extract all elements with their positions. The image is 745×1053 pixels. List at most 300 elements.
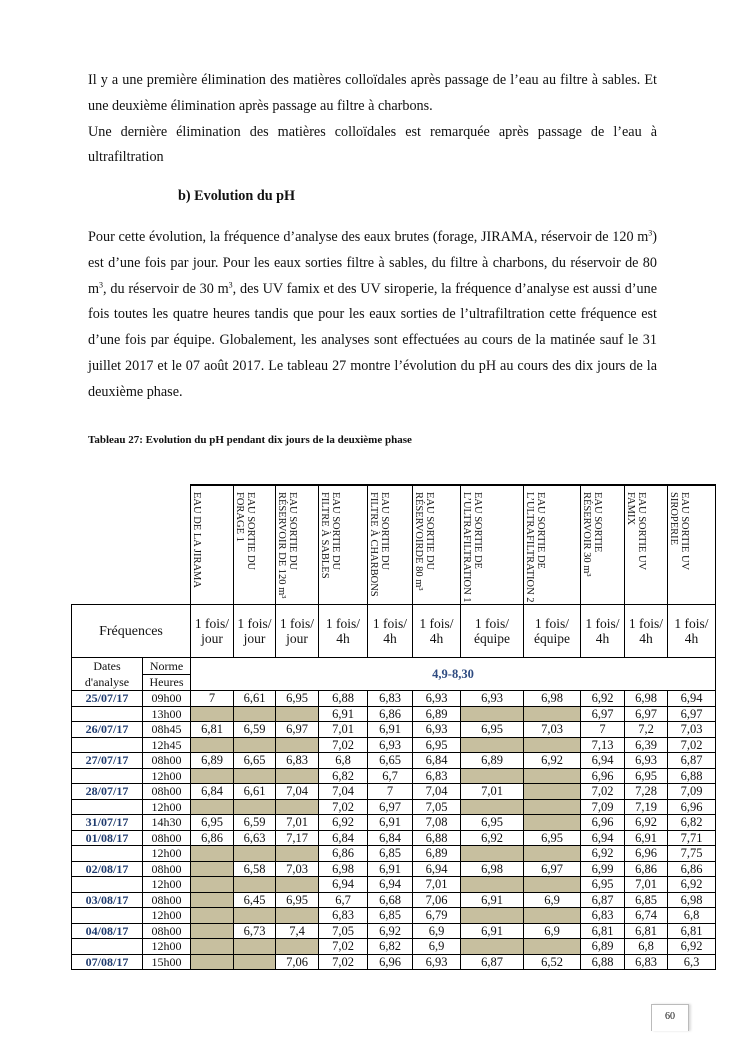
ph-value-cell: 7,01 bbox=[319, 722, 368, 738]
date-cell bbox=[72, 799, 143, 815]
ph-value-cell: 6,92 bbox=[319, 815, 368, 831]
ph-value-cell: 6,83 bbox=[276, 753, 319, 769]
ph-value-cell: 6,3 bbox=[668, 954, 716, 970]
empty-cell bbox=[191, 939, 234, 955]
ph-value-cell: 6,88 bbox=[319, 691, 368, 707]
ph-value-cell: 6,94 bbox=[368, 877, 413, 893]
empty-cell bbox=[524, 737, 581, 753]
column-header-label: EAU SORTIE RÉSERVOIR 30 m³ bbox=[581, 492, 603, 577]
ph-value-cell: 6,81 bbox=[668, 923, 716, 939]
ph-value-cell: 6,92 bbox=[581, 846, 625, 862]
ph-value-cell: 6,95 bbox=[625, 768, 668, 784]
table-row bbox=[72, 846, 716, 862]
table-row bbox=[72, 954, 716, 970]
table-row bbox=[72, 799, 716, 815]
date-cell: 02/08/17 bbox=[72, 861, 143, 877]
table-row bbox=[72, 768, 716, 784]
ph-value-cell: 6,83 bbox=[413, 768, 461, 784]
frequency-cell: 1 fois/ jour bbox=[234, 605, 276, 658]
ph-value-cell: 6,7 bbox=[319, 892, 368, 908]
ph-value-cell: 6,89 bbox=[461, 753, 524, 769]
superscript: 3 bbox=[99, 279, 104, 289]
ph-value-cell: 6,94 bbox=[581, 830, 625, 846]
ph-value-cell: 6,95 bbox=[461, 722, 524, 738]
empty-cell bbox=[234, 954, 276, 970]
ph-value-cell: 7,75 bbox=[668, 846, 716, 862]
ph-value-cell: 6,86 bbox=[668, 861, 716, 877]
column-header bbox=[191, 485, 234, 605]
table-row bbox=[72, 877, 716, 893]
ph-value-cell: 6,8 bbox=[625, 939, 668, 955]
empty-cell bbox=[276, 877, 319, 893]
ph-value-cell: 6,86 bbox=[625, 861, 668, 877]
frequency-cell: 1 fois/ 4h bbox=[581, 605, 625, 658]
hour-cell: 08h00 bbox=[143, 753, 191, 769]
hour-cell: 15h00 bbox=[143, 954, 191, 970]
ph-value-cell: 7,17 bbox=[276, 830, 319, 846]
table-caption: Tableau 27: Evolution du pH pendant dix jours de la deuxième phase bbox=[88, 434, 412, 446]
ph-value-cell: 6,87 bbox=[581, 892, 625, 908]
empty-cell bbox=[276, 799, 319, 815]
empty-cell bbox=[191, 892, 234, 908]
intro-line-2: Une dernière élimination des matières colloïdales est remarquée après passage de l’eau à ultrafiltration bbox=[88, 123, 657, 166]
ph-value-cell: 6,93 bbox=[413, 954, 461, 970]
empty-cell bbox=[524, 706, 581, 722]
ph-value-cell: 6,88 bbox=[581, 954, 625, 970]
empty-cell bbox=[234, 799, 276, 815]
empty-cell bbox=[191, 737, 234, 753]
ph-value-cell: 6,58 bbox=[234, 861, 276, 877]
hour-cell: 08h00 bbox=[143, 923, 191, 939]
frequency-cell: 1 fois/ jour bbox=[276, 605, 319, 658]
ph-value-cell: 7,71 bbox=[668, 830, 716, 846]
frequency-cell: 1 fois/ jour bbox=[191, 605, 234, 658]
empty-cell bbox=[524, 908, 581, 924]
column-header-label: EAU DE LA JIRAMA bbox=[191, 492, 202, 588]
ph-value-cell: 6,83 bbox=[581, 908, 625, 924]
empty-cell bbox=[191, 706, 234, 722]
norme-value: 4,9-8,30 bbox=[191, 658, 716, 691]
ph-value-cell: 7,03 bbox=[524, 722, 581, 738]
ph-value-cell: 6,98 bbox=[461, 861, 524, 877]
frequency-cell: 1 fois/ équipe bbox=[461, 605, 524, 658]
column-header bbox=[625, 485, 668, 605]
hour-cell: 12h00 bbox=[143, 908, 191, 924]
ph-value-cell: 7,06 bbox=[276, 954, 319, 970]
ph-value-cell: 6,91 bbox=[368, 815, 413, 831]
column-header-label: EAU SORTIE DE L’ULTRAFILTRATION 1 bbox=[461, 492, 483, 603]
ph-value-cell: 6,97 bbox=[368, 799, 413, 815]
hour-cell: 08h45 bbox=[143, 722, 191, 738]
table-row bbox=[72, 908, 716, 924]
ph-value-cell: 7,02 bbox=[319, 954, 368, 970]
table-row bbox=[72, 815, 716, 831]
date-cell bbox=[72, 846, 143, 862]
column-header-label: EAU SORTIE DE L’ULTRAFILTRATION 2 bbox=[524, 492, 546, 603]
column-header bbox=[581, 485, 625, 605]
empty-cell bbox=[191, 923, 234, 939]
ph-value-cell: 6,91 bbox=[461, 892, 524, 908]
ph-value-cell: 7 bbox=[368, 784, 413, 800]
empty-cell bbox=[234, 768, 276, 784]
ph-value-cell: 6,7 bbox=[368, 768, 413, 784]
ph-value-cell: 6,59 bbox=[234, 815, 276, 831]
ph-value-cell: 6,81 bbox=[625, 923, 668, 939]
empty-cell bbox=[234, 877, 276, 893]
ph-value-cell: 6,94 bbox=[581, 753, 625, 769]
ph-value-cell: 6,91 bbox=[625, 830, 668, 846]
ph-value-cell: 7,02 bbox=[319, 939, 368, 955]
ph-value-cell: 6,98 bbox=[319, 861, 368, 877]
date-cell bbox=[72, 939, 143, 955]
ph-value-cell: 7,09 bbox=[668, 784, 716, 800]
intro-line-1: Il y a une première élimination des matières colloïdales après passage de l’eau au filtre à sables. Et une deuxième élimination après passage au filtre à charbons. bbox=[88, 72, 657, 114]
empty-cell bbox=[234, 939, 276, 955]
date-cell bbox=[72, 877, 143, 893]
column-header-label: EAU SORTIE DU FILTRE À CHARBONS bbox=[368, 492, 390, 597]
ph-value-cell: 7,02 bbox=[319, 799, 368, 815]
hour-cell: 12h00 bbox=[143, 877, 191, 893]
ph-value-cell: 6,95 bbox=[461, 815, 524, 831]
ph-value-cell: 6,81 bbox=[191, 722, 234, 738]
ph-value-cell: 6,94 bbox=[668, 691, 716, 707]
empty-cell bbox=[524, 846, 581, 862]
date-cell bbox=[72, 706, 143, 722]
column-header-label: EAU SORTIE DU RÉSERVOIRDE 80 m³ bbox=[413, 492, 435, 591]
table-row bbox=[72, 753, 716, 769]
ph-value-cell: 7,4 bbox=[276, 923, 319, 939]
ph-value-cell: 7,09 bbox=[581, 799, 625, 815]
ph-value-cell: 6,93 bbox=[461, 691, 524, 707]
ph-value-cell: 7,02 bbox=[581, 784, 625, 800]
ph-value-cell: 6,96 bbox=[668, 799, 716, 815]
empty-cell bbox=[461, 737, 524, 753]
ph-value-cell: 6,87 bbox=[668, 753, 716, 769]
ph-value-cell: 6,84 bbox=[413, 753, 461, 769]
date-cell: 07/08/17 bbox=[72, 954, 143, 970]
date-cell: 27/07/17 bbox=[72, 753, 143, 769]
superscript: 3 bbox=[228, 279, 233, 289]
hour-cell: 12h00 bbox=[143, 768, 191, 784]
empty-cell bbox=[234, 737, 276, 753]
ph-value-cell: 7 bbox=[581, 722, 625, 738]
empty-cell bbox=[191, 861, 234, 877]
date-cell bbox=[72, 768, 143, 784]
ph-value-cell: 6,95 bbox=[524, 830, 581, 846]
ph-value-cell: 6,98 bbox=[524, 691, 581, 707]
ph-table bbox=[71, 484, 716, 970]
table-row bbox=[72, 784, 716, 800]
empty-cell bbox=[461, 908, 524, 924]
empty-cell bbox=[191, 768, 234, 784]
table-row bbox=[72, 706, 716, 722]
column-header bbox=[276, 485, 319, 605]
empty-cell bbox=[276, 768, 319, 784]
empty-cell bbox=[234, 908, 276, 924]
section-heading: b) Evolution du pH bbox=[178, 188, 296, 204]
column-header bbox=[319, 485, 368, 605]
ph-value-cell: 6,52 bbox=[524, 954, 581, 970]
ph-value-cell: 6,93 bbox=[413, 722, 461, 738]
ph-value-cell: 6,96 bbox=[625, 846, 668, 862]
ph-value-cell: 6,84 bbox=[191, 784, 234, 800]
column-header bbox=[413, 485, 461, 605]
frequency-cell: 1 fois/ 4h bbox=[668, 605, 716, 658]
ph-value-cell: 6,82 bbox=[368, 939, 413, 955]
ph-value-cell: 7 bbox=[191, 691, 234, 707]
ph-value-cell: 6,9 bbox=[524, 892, 581, 908]
ph-value-cell: 6,96 bbox=[368, 954, 413, 970]
date-cell: 01/08/17 bbox=[72, 830, 143, 846]
ph-value-cell: 6,88 bbox=[668, 768, 716, 784]
frequency-cell: 1 fois/ 4h bbox=[319, 605, 368, 658]
dates-label: Dates d'analyse bbox=[72, 658, 143, 691]
empty-cell bbox=[191, 908, 234, 924]
date-cell bbox=[72, 908, 143, 924]
empty-cell bbox=[461, 799, 524, 815]
column-header bbox=[234, 485, 276, 605]
empty-cell bbox=[276, 939, 319, 955]
table-row bbox=[72, 830, 716, 846]
hour-cell: 13h00 bbox=[143, 706, 191, 722]
ph-value-cell: 7,04 bbox=[319, 784, 368, 800]
frequency-cell: 1 fois/ 4h bbox=[625, 605, 668, 658]
ph-value-cell: 6,81 bbox=[581, 923, 625, 939]
ph-value-cell: 6,98 bbox=[668, 892, 716, 908]
ph-value-cell: 6,45 bbox=[234, 892, 276, 908]
ph-value-cell: 6,91 bbox=[368, 722, 413, 738]
text-segment: , des UV famix et des UV siroperie, la fréquence d’analyse est aussi d’une fois toutes les quatre heures tandis que pour les eaux sorties de l’ultrafiltration cette fréquence est d’une fois par équipe. Globalement, les analyses sont effectuées au cours de la matinée sauf le 31 juillet 2017 et le 07 août 2017. Le tableau 27 montre l’évolution du pH au cours des dix jours de la deuxième phase. bbox=[88, 280, 657, 400]
empty-corner bbox=[72, 485, 191, 605]
empty-cell bbox=[191, 846, 234, 862]
ph-value-cell: 6,65 bbox=[368, 753, 413, 769]
ph-value-cell: 6,96 bbox=[581, 815, 625, 831]
ph-value-cell: 7,02 bbox=[668, 737, 716, 753]
ph-value-cell: 6,92 bbox=[368, 923, 413, 939]
ph-value-cell: 6,74 bbox=[625, 908, 668, 924]
ph-value-cell: 6,97 bbox=[668, 706, 716, 722]
ph-value-cell: 7,08 bbox=[413, 815, 461, 831]
ph-value-cell: 6,65 bbox=[234, 753, 276, 769]
ph-value-cell: 6,88 bbox=[413, 830, 461, 846]
norme-label: Norme bbox=[143, 658, 191, 675]
ph-value-cell: 6,87 bbox=[461, 954, 524, 970]
empty-cell bbox=[461, 939, 524, 955]
date-cell: 25/07/17 bbox=[72, 691, 143, 707]
ph-value-cell: 6,94 bbox=[319, 877, 368, 893]
hour-cell: 12h00 bbox=[143, 799, 191, 815]
ph-value-cell: 6,97 bbox=[625, 706, 668, 722]
ph-value-cell: 6,91 bbox=[319, 706, 368, 722]
ph-value-cell: 7,2 bbox=[625, 722, 668, 738]
frequency-cell: 1 fois/ équipe bbox=[524, 605, 581, 658]
hour-cell: 08h00 bbox=[143, 784, 191, 800]
table-row bbox=[72, 737, 716, 753]
ph-value-cell: 6,99 bbox=[581, 861, 625, 877]
ph-value-cell: 6,93 bbox=[368, 737, 413, 753]
ph-value-cell: 6,92 bbox=[581, 691, 625, 707]
ph-value-cell: 6,86 bbox=[319, 846, 368, 862]
ph-value-cell: 7,01 bbox=[413, 877, 461, 893]
ph-value-cell: 7,01 bbox=[276, 815, 319, 831]
intro-paragraph bbox=[88, 68, 657, 171]
empty-cell bbox=[234, 706, 276, 722]
ph-value-cell: 6,96 bbox=[581, 768, 625, 784]
ph-value-cell: 7,13 bbox=[581, 737, 625, 753]
ph-value-cell: 7,01 bbox=[461, 784, 524, 800]
ph-value-cell: 6,82 bbox=[319, 768, 368, 784]
hour-cell: 12h00 bbox=[143, 939, 191, 955]
frequency-label: Fréquences bbox=[72, 605, 191, 658]
ph-value-cell: 6,83 bbox=[319, 908, 368, 924]
ph-value-cell: 7,02 bbox=[319, 737, 368, 753]
ph-value-cell: 6,73 bbox=[234, 923, 276, 939]
ph-value-cell: 6,89 bbox=[413, 706, 461, 722]
ph-value-cell: 6,95 bbox=[581, 877, 625, 893]
ph-value-cell: 6,92 bbox=[668, 877, 716, 893]
hour-cell: 09h00 bbox=[143, 691, 191, 707]
ph-value-cell: 6,9 bbox=[413, 939, 461, 955]
ph-value-cell: 6,84 bbox=[319, 830, 368, 846]
ph-value-cell: 7,05 bbox=[319, 923, 368, 939]
empty-cell bbox=[524, 877, 581, 893]
text-segment: ) est d’une fois par jour. Pour les eaux sorties filtre à sables, du filtre à charbons, du réservoir de 80 m bbox=[88, 229, 657, 297]
table-row bbox=[72, 691, 716, 707]
ph-value-cell: 6,92 bbox=[524, 753, 581, 769]
ph-value-cell: 6,89 bbox=[581, 939, 625, 955]
ph-value-cell: 6,8 bbox=[319, 753, 368, 769]
ph-value-cell: 6,91 bbox=[461, 923, 524, 939]
ph-paragraph bbox=[88, 225, 657, 406]
empty-cell bbox=[524, 799, 581, 815]
ph-value-cell: 6,95 bbox=[413, 737, 461, 753]
ph-value-cell: 6,89 bbox=[191, 753, 234, 769]
table-row bbox=[72, 923, 716, 939]
ph-value-cell: 6,92 bbox=[461, 830, 524, 846]
ph-value-cell: 6,93 bbox=[413, 691, 461, 707]
empty-cell bbox=[461, 846, 524, 862]
ph-value-cell: 6,98 bbox=[625, 691, 668, 707]
frequency-cell: 1 fois/ 4h bbox=[413, 605, 461, 658]
empty-cell bbox=[461, 877, 524, 893]
ph-value-cell: 7,19 bbox=[625, 799, 668, 815]
ph-value-cell: 6,39 bbox=[625, 737, 668, 753]
empty-cell bbox=[276, 706, 319, 722]
ph-value-cell: 6,95 bbox=[191, 815, 234, 831]
heures-label: Heures bbox=[143, 674, 191, 691]
empty-cell bbox=[524, 815, 581, 831]
empty-cell bbox=[524, 939, 581, 955]
empty-cell bbox=[524, 784, 581, 800]
ph-value-cell: 6,85 bbox=[368, 846, 413, 862]
norme-row bbox=[72, 658, 716, 675]
column-header-row bbox=[72, 485, 716, 605]
ph-value-cell: 6,92 bbox=[625, 815, 668, 831]
ph-value-cell: 7,03 bbox=[668, 722, 716, 738]
hour-cell: 08h00 bbox=[143, 861, 191, 877]
table-row bbox=[72, 861, 716, 877]
frequency-row bbox=[72, 605, 716, 658]
ph-value-cell: 6,82 bbox=[668, 815, 716, 831]
ph-value-cell: 6,9 bbox=[524, 923, 581, 939]
ph-value-cell: 7,04 bbox=[413, 784, 461, 800]
column-header bbox=[524, 485, 581, 605]
superscript: 3 bbox=[648, 228, 653, 238]
date-cell: 04/08/17 bbox=[72, 923, 143, 939]
ph-value-cell: 6,61 bbox=[234, 691, 276, 707]
ph-value-cell: 6,97 bbox=[524, 861, 581, 877]
ph-value-cell: 6,85 bbox=[625, 892, 668, 908]
column-header bbox=[668, 485, 716, 605]
date-cell: 03/08/17 bbox=[72, 892, 143, 908]
hour-cell: 12h00 bbox=[143, 846, 191, 862]
empty-cell bbox=[191, 799, 234, 815]
table-row bbox=[72, 722, 716, 738]
column-header-label: EAU SORTIE UV FAMIX bbox=[625, 492, 647, 570]
empty-cell bbox=[276, 737, 319, 753]
ph-value-cell: 6,95 bbox=[276, 691, 319, 707]
empty-cell bbox=[234, 846, 276, 862]
hour-cell: 08h00 bbox=[143, 892, 191, 908]
empty-cell bbox=[461, 706, 524, 722]
date-cell: 28/07/17 bbox=[72, 784, 143, 800]
ph-value-cell: 6,95 bbox=[276, 892, 319, 908]
table-row bbox=[72, 892, 716, 908]
column-header-label: EAU SORTIE DU FORAGE 1 bbox=[234, 492, 256, 571]
date-cell bbox=[72, 737, 143, 753]
ph-value-cell: 6,59 bbox=[234, 722, 276, 738]
empty-cell bbox=[191, 877, 234, 893]
ph-value-cell: 6,84 bbox=[368, 830, 413, 846]
hour-cell: 08h00 bbox=[143, 830, 191, 846]
empty-cell bbox=[276, 908, 319, 924]
ph-value-cell: 6,91 bbox=[368, 861, 413, 877]
date-cell: 26/07/17 bbox=[72, 722, 143, 738]
frequency-cell: 1 fois/ 4h bbox=[368, 605, 413, 658]
ph-value-cell: 7,06 bbox=[413, 892, 461, 908]
ph-value-cell: 7,03 bbox=[276, 861, 319, 877]
text-segment: , du réservoir de 30 m bbox=[103, 280, 229, 297]
ph-value-cell: 6,83 bbox=[625, 954, 668, 970]
column-header-label: EAU SORTIE DU FILTRE À SABLES bbox=[319, 492, 341, 579]
column-header-label: EAU SORTIE UV SIROPERIE bbox=[668, 492, 690, 570]
ph-value-cell: 6,83 bbox=[368, 691, 413, 707]
ph-value-cell: 6,61 bbox=[234, 784, 276, 800]
ph-value-cell: 6,9 bbox=[413, 923, 461, 939]
ph-value-cell: 6,85 bbox=[368, 908, 413, 924]
ph-value-cell: 6,86 bbox=[368, 706, 413, 722]
empty-cell bbox=[276, 846, 319, 862]
column-header bbox=[461, 485, 524, 605]
ph-value-cell: 6,97 bbox=[581, 706, 625, 722]
page-number: 60 bbox=[651, 1004, 689, 1031]
ph-value-cell: 6,89 bbox=[413, 846, 461, 862]
empty-cell bbox=[524, 768, 581, 784]
column-header-label: EAU SORTIE DU RÉSERVOIR DE 120 m³ bbox=[276, 492, 298, 599]
empty-cell bbox=[191, 954, 234, 970]
ph-value-cell: 6,92 bbox=[668, 939, 716, 955]
ph-value-cell: 6,94 bbox=[413, 861, 461, 877]
text-segment: Pour cette évolution, la fréquence d’analyse des eaux brutes (forage, JIRAMA, réservoir de 120 m bbox=[88, 229, 649, 245]
hour-cell: 12h45 bbox=[143, 737, 191, 753]
ph-value-cell: 7,28 bbox=[625, 784, 668, 800]
ph-value-cell: 6,97 bbox=[276, 722, 319, 738]
ph-value-cell: 6,86 bbox=[191, 830, 234, 846]
ph-value-cell: 6,93 bbox=[625, 753, 668, 769]
empty-cell bbox=[461, 768, 524, 784]
table-row bbox=[72, 939, 716, 955]
date-cell: 31/07/17 bbox=[72, 815, 143, 831]
